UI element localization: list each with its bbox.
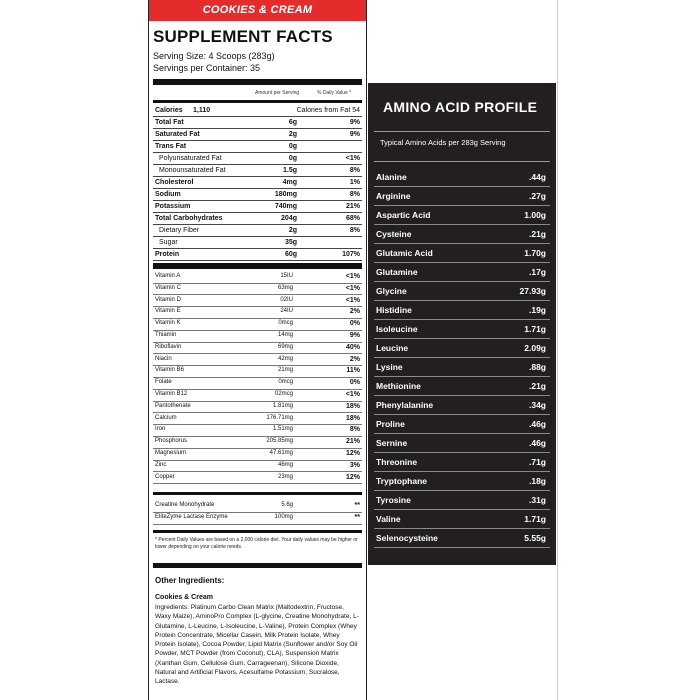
nutrient-amount: 4mg — [282, 179, 297, 186]
nutrient-name: Potassium — [155, 203, 191, 210]
amino-row — [374, 453, 550, 472]
amino-name: Lysine — [376, 362, 403, 372]
amino-row — [374, 282, 550, 301]
nutrient-dv: 21% — [345, 203, 360, 210]
nutrient-dv: 9% — [349, 119, 360, 126]
nutrient-dv: 1% — [349, 179, 360, 186]
nutrient-row — [153, 153, 362, 165]
amino-name: Glutamine — [376, 267, 418, 277]
vitamin-dv: 40% — [345, 343, 360, 351]
amino-name: Threonine — [376, 457, 418, 467]
calories-row — [153, 105, 362, 117]
vitamin-name: Niacin — [155, 355, 172, 362]
vitamin-dv: 18% — [345, 414, 360, 422]
vitamin-amount: 46mg — [277, 461, 293, 468]
other-dv: ** — [354, 502, 360, 509]
vitamin-dv: <1% — [345, 273, 360, 280]
vitamin-dv: 2% — [349, 308, 360, 316]
amino-name: Tryptophane — [376, 476, 428, 486]
nutrient-name: Trans Fat — [155, 143, 187, 150]
nutrient-amount: 204g — [281, 215, 297, 222]
other-row — [153, 512, 362, 525]
amino-row — [374, 187, 550, 206]
amino-name: Arginine — [376, 191, 411, 201]
amino-title: AMINO ACID PROFILE — [383, 99, 538, 115]
amino-row — [374, 472, 550, 491]
amino-row — [374, 168, 550, 187]
amino-row — [374, 225, 550, 244]
nutrient-row — [153, 249, 362, 261]
vitamin-row — [153, 318, 362, 331]
nutrient-row — [153, 129, 362, 141]
vitamin-amount: 14mg — [277, 332, 293, 338]
vitamin-name: Phosphorus — [155, 438, 188, 445]
vitamin-name: Magnesium — [155, 450, 187, 456]
amino-acid-profile-panel — [368, 83, 556, 565]
amino-name: Phenylalanine — [376, 400, 434, 410]
nutrient-name: Sodium — [155, 191, 181, 198]
vitamin-name: Calcium — [155, 414, 177, 421]
vitamin-amount: 23mg — [277, 473, 293, 480]
vitamin-amount: 02IU — [280, 296, 293, 303]
amino-row — [374, 263, 550, 282]
amino-row — [374, 206, 550, 225]
vitamin-dv: 21% — [345, 438, 360, 446]
amino-row — [374, 415, 550, 434]
vitamin-name: Vitamin C — [155, 284, 181, 291]
vitamin-amount: 1.81mg — [272, 402, 293, 409]
vitamin-row — [153, 389, 362, 402]
nutrient-row — [153, 141, 362, 153]
nutrient-name: Polyunsaturated Fat — [159, 155, 222, 162]
medium-rule-2 — [153, 492, 362, 495]
other-ingredients-flavor: Cookies & Cream — [155, 594, 213, 601]
vitamin-row — [153, 472, 362, 485]
amino-name: Proline — [376, 419, 405, 429]
amino-row — [374, 396, 550, 415]
vitamin-dv: 18% — [345, 402, 360, 410]
amino-row — [374, 491, 550, 510]
amino-value: 27.93g — [519, 286, 546, 296]
vitamin-name: Vitamin B12 — [155, 391, 188, 397]
amino-value: .46g — [528, 438, 546, 448]
vitamin-dv: <1% — [345, 284, 360, 292]
vitamin-name: Zinc — [155, 461, 167, 468]
vitamin-dv: 3% — [349, 461, 360, 469]
vitamin-amount: 15IU — [280, 273, 293, 279]
vitamin-dv: 9% — [349, 332, 360, 339]
vitamin-amount: 02mcg — [274, 391, 293, 397]
amino-row — [374, 320, 550, 339]
nutrient-row — [153, 165, 362, 177]
vitamin-amount: 0mcg — [278, 320, 293, 327]
vitamin-name: Vitamin E — [155, 308, 181, 315]
calories-label: Calories — [155, 107, 183, 114]
amino-name: Selenocysteine — [376, 533, 438, 543]
vitamin-row — [153, 401, 362, 414]
vitamin-row — [153, 342, 362, 355]
vitamin-amount: 47.61mg — [269, 450, 293, 456]
amino-name: Alanine — [376, 172, 407, 182]
vitamin-dv: 11% — [346, 367, 360, 375]
nutrient-row — [153, 225, 362, 237]
nutrient-amount: 2g — [288, 131, 297, 138]
vitamin-amount: 69mg — [277, 343, 293, 350]
nutrient-row — [153, 117, 362, 129]
nutrient-row — [153, 189, 362, 201]
page-edge-line — [557, 0, 558, 700]
vitamin-amount: 42mg — [277, 355, 293, 362]
nutrient-amount: 740mg — [274, 203, 297, 210]
vitamin-dv: 0% — [349, 379, 360, 387]
other-name: EliteZyme Lactase Enzyme — [155, 514, 228, 520]
vitamin-row — [153, 460, 362, 473]
other-dv: ** — [354, 514, 360, 521]
other-ingredients-title: Other Ingredients: — [155, 576, 225, 585]
amino-row — [374, 301, 550, 320]
nutrient-amount: 1.5g — [282, 167, 297, 174]
vitamin-row — [153, 436, 362, 449]
vitamin-name: Vitamin K — [155, 320, 181, 327]
amino-value: .71g — [528, 457, 546, 467]
vitamin-dv: 0% — [349, 320, 360, 328]
medium-rule-3 — [153, 530, 362, 533]
amino-value: .34g — [528, 400, 546, 410]
vitamin-dv: <1% — [345, 296, 360, 304]
vitamin-row — [153, 271, 362, 284]
amino-value: .44g — [528, 172, 546, 182]
amino-name: Glycine — [376, 286, 407, 296]
vitamin-row — [153, 354, 362, 367]
nutrient-name: Dietary Fiber — [159, 227, 200, 234]
nutrient-dv: 8% — [349, 191, 360, 198]
nutrient-row — [153, 237, 362, 249]
vitamin-row — [153, 377, 362, 390]
nutrient-dv: <1% — [345, 155, 360, 162]
amino-name: Histidine — [376, 305, 412, 315]
vitamin-name: Riboflavin — [155, 343, 182, 350]
servings-per-container: Servings per Container: 35 — [153, 63, 261, 73]
vitamin-amount: 176.71mg — [266, 414, 293, 421]
nutrient-dv: 107% — [342, 251, 360, 258]
amino-name: Cysteine — [376, 229, 412, 239]
nutrient-name: Cholesterol — [155, 179, 194, 186]
nutrient-dv: 8% — [349, 227, 360, 234]
vitamin-row — [153, 330, 362, 343]
amino-rule-sub — [374, 161, 550, 162]
thick-rule-3 — [153, 563, 362, 568]
other-amount: 5.6g — [281, 502, 293, 508]
vitamin-dv: 12% — [345, 473, 360, 481]
nutrient-row — [153, 201, 362, 213]
thick-rule — [153, 79, 362, 85]
vitamin-amount: 1.51mg — [272, 426, 293, 433]
amino-rule-top — [374, 131, 550, 132]
amino-subtitle: Typical Amino Acids per 283g Serving — [380, 138, 506, 147]
amino-row — [374, 434, 550, 453]
dv-header: % Daily Value * — [317, 90, 352, 96]
vitamin-name: Folate — [155, 379, 172, 386]
flavor-banner: COOKIES & CREAM — [149, 0, 366, 21]
amino-row — [374, 377, 550, 396]
nutrient-name: Sugar — [159, 239, 178, 246]
vitamin-row — [153, 306, 362, 319]
amino-row — [374, 358, 550, 377]
amino-name: Glutamic Acid — [376, 248, 433, 258]
vitamin-dv: 8% — [349, 426, 360, 434]
vitamin-row — [153, 295, 362, 308]
vitamin-name: Vitamin B6 — [155, 367, 184, 374]
vitamin-amount: 21mg — [277, 367, 293, 374]
nutrient-row — [153, 213, 362, 225]
vitamin-name: Copper — [155, 473, 175, 480]
nutrient-name: Protein — [155, 251, 180, 258]
nutrient-amount: 6g — [288, 119, 297, 126]
nutrient-name: Total Carbohydrates — [155, 215, 223, 222]
amino-row — [374, 244, 550, 263]
vitamin-name: Iron — [155, 426, 166, 433]
vitamin-row — [153, 448, 362, 461]
vitamin-name: Vitamin D — [155, 296, 181, 303]
amino-value: 1.00g — [524, 210, 546, 220]
amino-name: Isoleucine — [376, 324, 418, 334]
other-ingredients-text: Ingredients: Platinum Carbo Clean Matrix (Maltodextrin, Fructose, Waxy Maize), AminoPro Complex (L-glycine, Creatine Monohydrate, L-Glutamine, L-Leucine, L-Isoleucine, L-Valine), Protein Complex (Whey Protein Concentrate, Micellar Casein, Milk Protein Isolate, Whey Protein Isolate), Cocoa Powder, Lipid Matrix (Sunflower and/or Soy Oil Powder, MCT Powder (from Coconut), CLA), Suspension Matrix (Xanthan Gum, Cellulose Gum, Carrageenan), Silicone Dioxide, Natural and Artificial Flavors, Acesulfame Potassium, Sucralose, Lactase. — [155, 604, 359, 686]
amino-value: 2.09g — [524, 343, 546, 353]
amino-value: .46g — [528, 419, 546, 429]
amino-value: 1.70g — [524, 248, 546, 258]
amino-name: Leucine — [376, 343, 409, 353]
medium-rule — [153, 100, 362, 103]
calories-from-fat: Calories from Fat 54 — [296, 107, 360, 114]
vitamin-dv: 2% — [349, 355, 360, 363]
amino-name: Methionine — [376, 381, 421, 391]
amino-value: .31g — [528, 495, 546, 505]
nutrient-name: Total Fat — [155, 119, 184, 126]
vitamin-amount: 24IU — [280, 308, 293, 315]
nutrient-name: Saturated Fat — [155, 131, 200, 138]
amino-value: .17g — [528, 267, 546, 277]
other-name: Creatine Monohydrate — [155, 502, 215, 508]
nutrient-dv: 68% — [345, 215, 360, 222]
nutrient-amount: 2g — [288, 227, 297, 234]
vitamin-row — [153, 424, 362, 437]
amino-value: .19g — [528, 305, 546, 315]
amino-value: 1.71g — [524, 514, 546, 524]
nutrient-row — [153, 177, 362, 189]
nutrient-amount: 0g — [288, 143, 297, 150]
vitamin-amount: 205.85mg — [266, 438, 293, 445]
amino-value: .18g — [528, 476, 546, 486]
amino-value: .88g — [528, 362, 546, 372]
serving-size: Serving Size: 4 Scoops (283g) — [153, 51, 275, 61]
nutrient-amount: 180mg — [274, 191, 297, 198]
thick-rule-2 — [153, 263, 362, 269]
vitamin-amount: 0mcg — [278, 379, 293, 386]
vitamin-name: Pantothenate — [155, 402, 191, 409]
amino-name: Aspartic Acid — [376, 210, 431, 220]
amino-name: Tyrosine — [376, 495, 411, 505]
amino-row — [374, 510, 550, 529]
amino-value: 1.71g — [524, 324, 546, 334]
nutrient-dv: 8% — [349, 167, 360, 174]
other-row — [153, 500, 362, 513]
other-amount: 100mg — [274, 514, 293, 520]
amount-header: Amount per Serving — [255, 90, 300, 96]
nutrient-name: Monounsaturated Fat — [159, 167, 226, 174]
vitamin-name: Vitamin A — [155, 273, 181, 279]
amino-name: Sernine — [376, 438, 408, 448]
vitamin-row — [153, 283, 362, 296]
supplement-facts-panel — [148, 0, 367, 700]
amino-value: 5.55g — [524, 533, 546, 543]
supplement-facts-title: SUPPLEMENT FACTS — [153, 27, 333, 46]
nutrient-amount: 0g — [288, 155, 297, 162]
amino-row — [374, 529, 550, 548]
nutrient-amount: 35g — [284, 239, 297, 246]
amino-value: .27g — [528, 191, 546, 201]
vitamin-name: Thiamin — [155, 332, 177, 338]
nutrient-dv: 9% — [349, 131, 360, 138]
footnote: * Percent Daily Values are based on a 2,000 calorie diet. Your daily values may be higher or lower depending on your calorie needs. — [155, 537, 358, 550]
vitamin-row — [153, 413, 362, 426]
amino-value: .21g — [528, 229, 546, 239]
vitamin-amount: 63mg — [277, 284, 293, 291]
vitamin-row — [153, 365, 362, 378]
vitamin-dv: 12% — [345, 450, 360, 457]
vitamin-dv: <1% — [345, 391, 360, 398]
amino-row — [374, 339, 550, 358]
calories-value: 1,110 — [193, 107, 211, 114]
amino-name: Valine — [376, 514, 401, 524]
amino-value: .21g — [528, 381, 546, 391]
nutrient-amount: 60g — [284, 251, 297, 258]
